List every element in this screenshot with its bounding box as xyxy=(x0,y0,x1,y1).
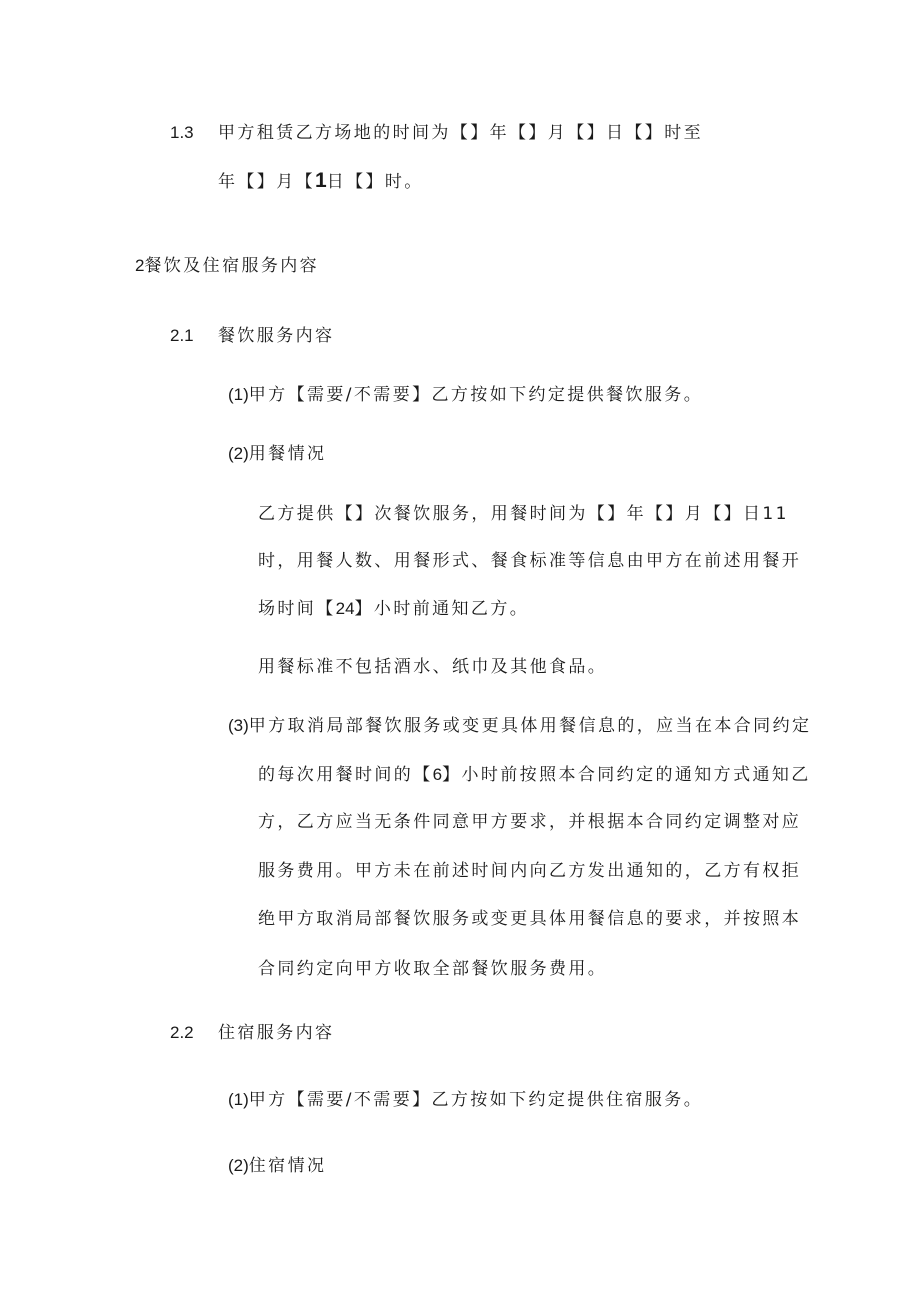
paragraph-text: 乙方提供【】次餐饮服务，用餐时间为【】年【】月【】日11 xyxy=(258,504,789,524)
paragraph-line xyxy=(258,764,811,786)
paragraph-line xyxy=(258,656,607,678)
paragraph-text: 的每次用餐时间的【 xyxy=(258,765,433,785)
item-number: (2) xyxy=(228,444,249,463)
paragraph-text: 服务费用。甲方未在前述时间内向乙方发出通知的，乙方有权拒 xyxy=(258,861,802,881)
paragraph-line xyxy=(258,908,801,930)
section-1-3-line-2 xyxy=(218,170,424,193)
section-text: 日【】时。 xyxy=(326,172,424,192)
section-text: 甲方租赁乙方场地的时间为【】年【】月【】日【】时至 xyxy=(218,123,703,143)
item-text: 甲方【需要/不需要】乙方按如下约定提供住宿服务。 xyxy=(248,1090,704,1110)
item-text: 住宿情况 xyxy=(248,1156,327,1176)
paragraph-line xyxy=(258,860,801,882)
item-number: (3) xyxy=(228,716,249,735)
day-number: 1 xyxy=(315,169,327,192)
item-text: 甲方【需要/不需要】乙方按如下约定提供餐饮服务。 xyxy=(248,385,704,405)
item-number: (2) xyxy=(228,1156,249,1175)
section-2-1-heading xyxy=(170,325,334,347)
section-2-2-heading xyxy=(170,1022,334,1044)
item-2-2-2 xyxy=(228,1155,326,1177)
paragraph-text: 】小时前通知乙方。 xyxy=(354,599,530,619)
paragraph-text: 用餐标准不包括酒水、纸巾及其他食品。 xyxy=(258,657,608,677)
paragraph-text: 时，用餐人数、用餐形式、餐食标准等信息由甲方在前述用餐开 xyxy=(258,551,802,571)
paragraph-line xyxy=(258,958,607,980)
item-2-2-1 xyxy=(228,1089,703,1111)
hours-value: 24 xyxy=(335,599,355,618)
section-title: 餐饮及住宿服务内容 xyxy=(144,256,320,276)
section-1-3-line-1 xyxy=(170,122,703,144)
hours-value: 6 xyxy=(432,765,443,784)
section-number: 2.2 xyxy=(170,1023,194,1042)
paragraph-text: 方，乙方应当无条件同意甲方要求，并根据本合同约定调整对应 xyxy=(258,812,802,832)
item-text: 甲方取消局部餐饮服务或变更具体用餐信息的，应当在本合同约定 xyxy=(248,716,812,736)
paragraph-text: 】小时前按照本合同约定的通知方式通知乙 xyxy=(442,765,811,785)
section-text: 年【】月【 xyxy=(218,172,315,192)
paragraph-line xyxy=(258,598,529,620)
item-number: (1) xyxy=(228,385,249,404)
paragraph-text: 绝甲方取消局部餐饮服务或变更具体用餐信息的要求，并按照本 xyxy=(258,909,802,929)
section-title: 住宿服务内容 xyxy=(218,1023,335,1043)
paragraph-text: 场时间【 xyxy=(258,599,336,619)
paragraph-text: 合同约定向甲方收取全部餐饮服务费用。 xyxy=(258,959,608,979)
paragraph-line xyxy=(258,811,801,833)
section-number: 1.3 xyxy=(170,123,194,142)
section-title: 餐饮服务内容 xyxy=(218,326,335,346)
paragraph-line xyxy=(258,503,789,525)
paragraph-line xyxy=(258,550,801,572)
section-2-heading xyxy=(135,255,319,277)
section-number: 2.1 xyxy=(170,326,194,345)
item-number: (1) xyxy=(228,1090,249,1109)
item-2-1-1 xyxy=(228,384,703,406)
item-2-1-2 xyxy=(228,443,326,465)
item-text: 用餐情况 xyxy=(248,444,327,464)
item-2-1-3 xyxy=(228,715,811,737)
section-number: 2 xyxy=(135,256,145,275)
